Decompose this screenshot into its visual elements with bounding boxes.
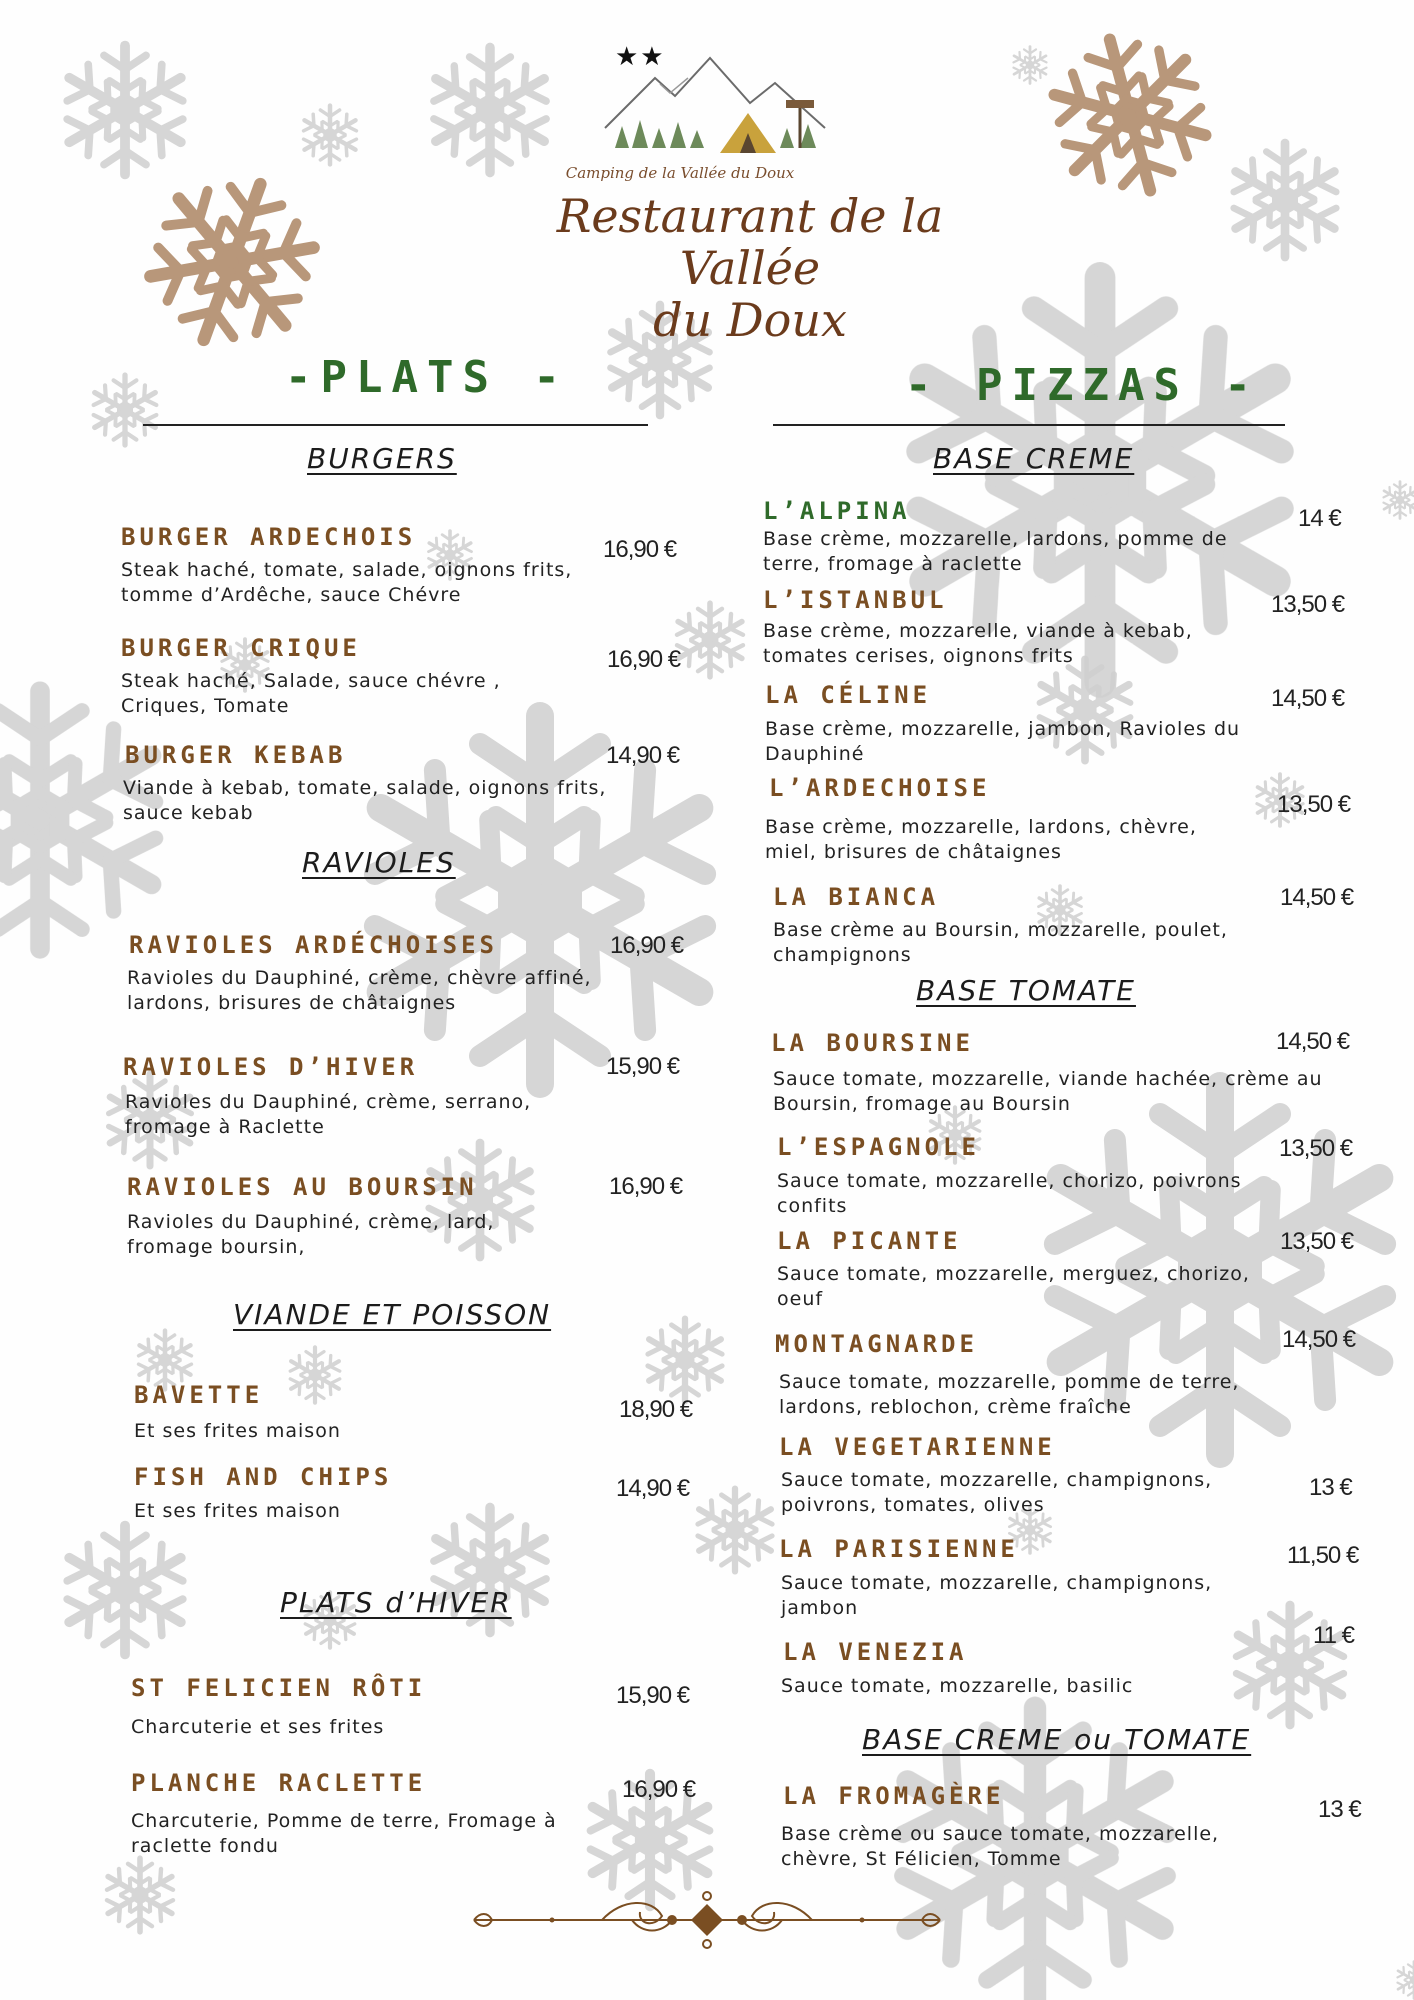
menu-item-desc: Sauce tomate, mozzarelle, basilic: [781, 1675, 1134, 1697]
menu-item-desc: Ravioles du Dauphiné, crème, chèvre affiné, lardons, brisures de châtaignes: [127, 967, 592, 1014]
menu-item-desc: Sauce tomate, mozzarelle, viande hachée, crème au Boursin, fromage au Boursin: [773, 1068, 1323, 1115]
menu-item-price: 14 €: [1298, 505, 1341, 532]
menu-item-price: 15,90 €: [606, 1053, 680, 1080]
menu-item-price: 11 €: [1313, 1622, 1354, 1649]
menu-item-desc: Charcuterie, Pomme de terre, Fromage à raclette fondu: [131, 1810, 557, 1857]
restaurant-title: [500, 190, 1000, 346]
menu-item-price: 16,90 €: [607, 646, 681, 673]
pizzas-divider: [773, 424, 1285, 426]
menu-item-name: LA PICANTE: [777, 1227, 962, 1255]
restaurant-header: [480, 40, 1000, 347]
base-creme-title: BASE CREME: [933, 442, 1135, 475]
menu-item-desc: Sauce tomate, mozzarelle, champignons, jambon: [781, 1572, 1213, 1619]
menu-item-desc: Ravioles du Dauphiné, crème, lard, fromage boursin,: [127, 1211, 495, 1258]
plats-hiver-title: PLATS d’HIVER: [280, 1586, 512, 1619]
menu-item-name: LA FROMAGÈRE: [783, 1782, 1005, 1810]
menu-item-price: 14,90 €: [606, 742, 680, 769]
menu-item-price: 13 €: [1318, 1796, 1361, 1823]
menu-item-desc: Sauce tomate, mozzarelle, pomme de terre, lardons, reblochon, crème fraîche: [779, 1371, 1240, 1418]
menu-item-name: RAVIOLES AU BOURSIN: [127, 1173, 478, 1201]
camping-label: Camping de la Vallée du Doux: [565, 164, 795, 182]
menu-item-desc: Ravioles du Dauphiné, crème, serrano, fromage à Raclette: [125, 1091, 532, 1138]
menu-item-desc: Steak haché, Salade, sauce chévre , Criques, Tomate: [121, 670, 501, 717]
burgers-title: BURGERS: [307, 442, 457, 475]
menu-item-name: RAVIOLES ARDÉCHOISES: [129, 931, 498, 959]
menu-item-price: 16,90 €: [609, 1173, 683, 1200]
menu-item-name: BURGER CRIQUE: [121, 634, 361, 662]
ornament-divider-icon: [452, 1890, 962, 1950]
menu-item-desc: Charcuterie et ses frites: [131, 1716, 385, 1738]
menu-item-price: 18,90 €: [619, 1396, 693, 1423]
menu-item-desc: Sauce tomate, mozzarelle, champignons, poivrons, tomates, olives: [781, 1469, 1213, 1516]
menu-item-price: 13 €: [1309, 1474, 1352, 1501]
restaurant-title-line2: du Doux: [653, 293, 847, 347]
menu-item-name: MONTAGNARDE: [775, 1330, 978, 1358]
menu-item-price: 13,50 €: [1279, 1135, 1353, 1162]
menu-item-name: LA BOURSINE: [771, 1029, 974, 1057]
menu-item-desc: Base crème au Boursin, mozzarelle, poulet, champignons: [773, 919, 1228, 966]
menu-item-name: L’ARDECHOISE: [769, 774, 991, 802]
mountain-camp-logo: [600, 48, 830, 158]
menu-item-name: BAVETTE: [134, 1381, 264, 1409]
menu-item-price: 15,90 €: [616, 1682, 690, 1709]
menu-item-name: LA BIANCA: [773, 883, 940, 911]
menu-item-desc: Et ses frites maison: [134, 1500, 341, 1522]
menu-item-price: 16,90 €: [622, 1776, 696, 1803]
menu-item-price: 14,50 €: [1282, 1326, 1356, 1353]
menu-item-price: 14,50 €: [1280, 884, 1354, 911]
menu-item-price: 13,50 €: [1277, 791, 1351, 818]
menu-item-price: 13,50 €: [1280, 1228, 1354, 1255]
menu-item-price: 16,90 €: [610, 932, 684, 959]
plats-divider: [143, 424, 648, 426]
menu-item-desc: Viande à kebab, tomate, salade, oignons frits, sauce kebab: [123, 777, 607, 824]
menu-item-desc: Base crème, mozzarelle, viande à kebab, tomates cerises, oignons frits: [763, 620, 1193, 667]
restaurant-title-line1: Restaurant de la Vallée: [556, 189, 944, 295]
menu-item-name: L’ALPINA: [763, 497, 911, 525]
menu-item-desc: Base crème, mozzarelle, jambon, Ravioles du Dauphiné: [765, 718, 1241, 765]
menu-item-name: ST FELICIEN RÔTI: [131, 1674, 427, 1702]
plats-heading: -PLATS -: [285, 352, 569, 403]
menu-item-desc: Steak haché, tomate, salade, oignons frits, tomme d’Ardêche, sauce Chévre: [121, 559, 573, 606]
menu-item-desc: Base crème ou sauce tomate, mozzarelle, chèvre, St Félicien, Tomme: [781, 1823, 1220, 1870]
menu-item-name: PLANCHE RACLETTE: [131, 1769, 427, 1797]
menu-item-price: 14,50 €: [1271, 685, 1345, 712]
menu-item-name: LA VENEZIA: [783, 1638, 968, 1666]
menu-item-name: BURGER KEBAB: [125, 741, 347, 769]
menu-item-desc: Base crème, mozzarelle, lardons, chèvre, miel, brisures de châtaignes: [765, 816, 1197, 863]
menu-item-name: BURGER ARDECHOIS: [121, 523, 417, 551]
ravioles-title: RAVIOLES: [302, 846, 456, 879]
menu-item-name: LA PARISIENNE: [779, 1535, 1019, 1563]
menu-item-name: L’ESPAGNOLE: [777, 1133, 980, 1161]
menu-item-desc: Et ses frites maison: [134, 1420, 341, 1442]
menu-item-price: 14,50 €: [1276, 1028, 1350, 1055]
base-creme-ou-tomate-title: BASE CREME ou TOMATE: [862, 1723, 1252, 1756]
menu-item-desc: Sauce tomate, mozzarelle, chorizo, poivrons confits: [777, 1170, 1242, 1217]
menu-item-price: 11,50 €: [1287, 1542, 1359, 1569]
menu-item-price: 14,90 €: [616, 1475, 690, 1502]
menu-item-price: 13,50 €: [1271, 591, 1345, 618]
menu-item-name: L’ISTANBUL: [763, 586, 948, 614]
menu-item-desc: Sauce tomate, mozzarelle, merguez, chorizo, oeuf: [777, 1263, 1250, 1310]
menu-item-price: 16,90 €: [603, 536, 677, 563]
base-tomate-title: BASE TOMATE: [916, 974, 1136, 1007]
menu-item-name: FISH AND CHIPS: [134, 1463, 393, 1491]
two-stars-icon: ★★: [615, 42, 666, 72]
menu-item-desc: Base crème, mozzarelle, lardons, pomme de terre, fromage à raclette: [763, 528, 1228, 575]
pizzas-heading: - PIZZAS -: [905, 360, 1260, 411]
viande-poisson-title: VIANDE ET POISSON: [233, 1298, 552, 1331]
menu-item-name: RAVIOLES D’HIVER: [123, 1053, 419, 1081]
menu-item-name: LA VEGETARIENNE: [779, 1433, 1056, 1461]
menu-item-name: LA CÉLINE: [765, 681, 932, 709]
